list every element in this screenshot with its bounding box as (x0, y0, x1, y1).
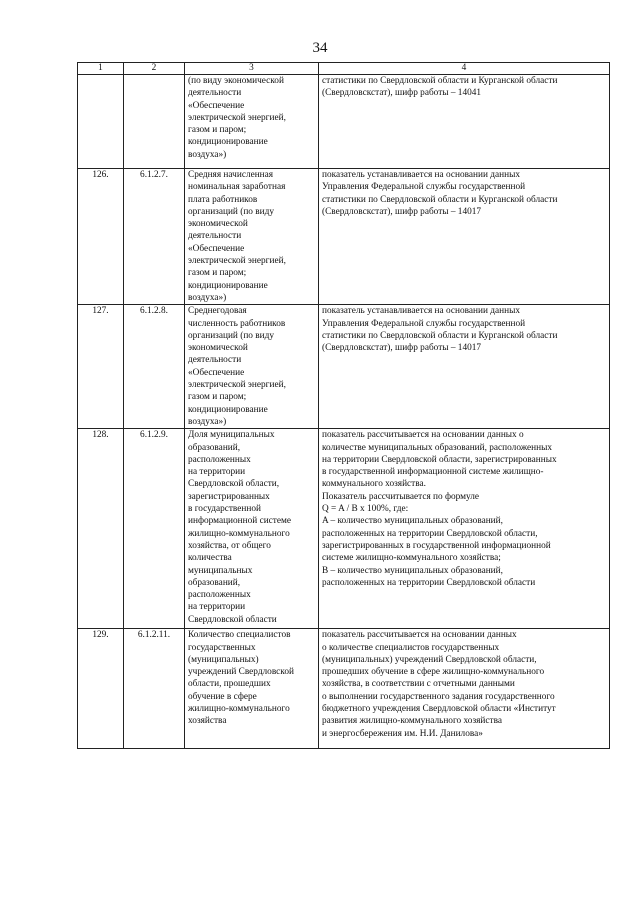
indicator-name-line: Доля муниципальных (188, 430, 275, 441)
indicator-method-line: расположенных на территории Свердловской области, (322, 528, 538, 539)
indicator-name-line: экономической (188, 343, 248, 354)
indicator-method-line: коммунального хозяйства. (322, 479, 426, 490)
row-number: 126. (78, 169, 124, 305)
indicator-name (185, 169, 319, 305)
indicator-method-line: количестве муниципальных образований, расположенных (322, 442, 553, 453)
indicator-name-line: газом и паром; (188, 268, 247, 279)
indicator-method-line: расположенных на территории Свердловской области (322, 577, 536, 588)
indicator-method-line: в государственной информационной системе жилищно- (322, 467, 544, 478)
indicator-method (319, 629, 610, 749)
indicator-name (185, 629, 319, 749)
indicator-name-line: на территории (188, 602, 246, 613)
indicator-method-line: (Свердловскстат), шифр работы – 14017 (322, 343, 482, 354)
header-col-4: 4 (319, 63, 610, 75)
indicator-name-line: «Обеспечение (188, 243, 245, 254)
table-row (78, 629, 610, 749)
indicator-name-line: расположенных (188, 590, 251, 601)
row-number (78, 75, 124, 169)
indicator-name-line: Свердловской области (188, 614, 277, 625)
indicator-name-line: муниципальных (188, 565, 253, 576)
indicator-name-line: в государственной (188, 504, 261, 515)
indicator-name-line: информационной системе (188, 516, 292, 527)
indicator-name-line: Среднегодовая (188, 306, 247, 317)
indicator-method (319, 169, 610, 305)
indicator-name-line: хозяйства (188, 716, 227, 727)
indicator-name-line: Средняя начисленная (188, 170, 274, 180)
indicator-name-line: деятельности (188, 355, 242, 366)
indicator-method-line: показатель устанавливается на основании данных (322, 170, 520, 180)
indicator-method-line: (Свердловскстат), шифр работы – 14041 (322, 88, 482, 99)
row-number: 129. (78, 629, 124, 749)
indicator-method-line: о выполнении государственного задания государственного (322, 691, 555, 702)
indicator-method-line: показатель устанавливается на основании данных (322, 306, 520, 317)
indicator-name-line: плата работников (188, 194, 258, 205)
indicator-name-line: «Обеспечение (188, 100, 245, 111)
indicator-name-line: деятельности (188, 88, 242, 99)
indicator-name-line: «Обеспечение (188, 367, 245, 378)
indicator-method-line: статистики по Свердловской области и Курганской области (322, 76, 558, 86)
indicator-name-line: газом и паром; (188, 392, 247, 403)
indicator-name-line: электрической энергией, (188, 380, 286, 391)
indicator-name-line: образований, (188, 442, 241, 453)
header-col-1: 1 (78, 63, 124, 75)
indicator-method-line: развития жилищно-коммунального хозяйства (322, 716, 502, 727)
indicator-name-line: экономической (188, 219, 248, 230)
header-row (78, 63, 610, 75)
table-body (78, 75, 610, 749)
indicator-method-line: показатель рассчитывается на основании данных (322, 630, 517, 641)
row-number: 127. (78, 305, 124, 429)
indicator-method-line: зарегистрированных в государственной информационной (322, 540, 551, 551)
indicator-name-line: электрической энергией, (188, 256, 286, 267)
indicator-method (319, 429, 610, 629)
indicator-name-line: численность работников (188, 318, 286, 329)
indicator-method-line: прошедших обучение в сфере жилищно-коммунального (322, 667, 545, 678)
indicator-name-line: на территории (188, 467, 246, 478)
table-row (78, 75, 610, 169)
indicator-name-line: газом и паром; (188, 125, 247, 136)
indicator-method-line: хозяйства, в соответствии с отчетными данными (322, 679, 515, 690)
indicator-method-line: о количестве специалистов государственных (322, 642, 500, 653)
indicator-name-line: учреждений Свердловской (188, 667, 294, 678)
indicator-name-line: государственных (188, 642, 256, 653)
table-row (78, 429, 610, 629)
indicator-name-line: области, прошедших (188, 679, 271, 690)
table-row (78, 169, 610, 305)
indicator-method-line: и энергосбережения им. Н.И. Данилова» (322, 728, 483, 739)
indicator-name-line: количества (188, 553, 232, 564)
indicator-name-line: воздуха») (188, 292, 227, 303)
indicator-method-line: Q = A / B x 100%, где: (322, 504, 409, 515)
row-number: 128. (78, 429, 124, 629)
indicator-name (185, 305, 319, 429)
page-number: 34 (312, 40, 328, 56)
indicator-name-line: воздуха») (188, 416, 227, 427)
indicator-name-line: организаций (по виду (188, 330, 275, 341)
indicator-method-line: A – количество муниципальных образований, (322, 516, 503, 527)
indicator-name-line: образований, (188, 577, 241, 588)
indicator-name-line: деятельности (188, 231, 242, 242)
row-code: 6.1.2.9. (124, 429, 185, 629)
indicator-method-line: на территории Свердловской области, зарегистрированных (322, 454, 557, 465)
indicator-method-line: бюджетного учреждения Свердловской области «Институт (322, 704, 556, 715)
header-col-3: 3 (185, 63, 319, 75)
indicator-name-line: электрической энергией, (188, 112, 286, 123)
indicator-method-line: Управления Федеральной службы государственной (322, 318, 526, 329)
indicator-method-line: Управления Федеральной службы государственной (322, 182, 526, 193)
indicator-name-line: воздуха») (188, 149, 227, 160)
indicator-name-line: кондиционирование (188, 280, 268, 291)
row-code: 6.1.2.8. (124, 305, 185, 429)
indicator-method-line: (Свердловскстат), шифр работы – 14017 (322, 206, 482, 217)
indicator-method-line: статистики по Свердловской области и Курганской области (322, 330, 558, 341)
indicator-name-line: обучение в сфере (188, 691, 257, 702)
indicator-method-line: системе жилищно-коммунального хозяйства; (322, 553, 501, 564)
indicator-method-line: статистики по Свердловской области и Курганской области (322, 194, 558, 205)
indicator-name-line: Свердловской области, (188, 479, 280, 490)
indicator-name-line: организаций (по виду (188, 206, 275, 217)
indicator-name-line: жилищно-коммунального (188, 704, 290, 715)
indicator-name-line: кондиционирование (188, 137, 268, 148)
indicator-name-line: расположенных (188, 454, 251, 465)
table-row (78, 305, 610, 429)
indicator-name-line: (по виду экономической (188, 76, 284, 86)
row-code (124, 75, 185, 169)
indicator-method-line: показатель рассчитывается на основании данных о (322, 430, 524, 441)
indicator-method-line: (муниципальных) учреждений Свердловской области, (322, 654, 537, 665)
indicator-name-line: хозяйства, от общего (188, 540, 271, 551)
indicator-name (185, 75, 319, 169)
indicator-method (319, 305, 610, 429)
indicators-table (77, 62, 610, 749)
indicator-name-line: (муниципальных) (188, 654, 259, 665)
indicator-name-line: номинальная заработная (188, 182, 286, 193)
indicator-method (319, 75, 610, 169)
indicator-method-line: Показатель рассчитывается по формуле (322, 491, 480, 502)
indicator-name-line: Количество специалистов (188, 630, 291, 641)
indicator-name-line: жилищно-коммунального (188, 528, 290, 539)
row-code: 6.1.2.11. (124, 629, 185, 749)
indicator-name-line: зарегистрированных (188, 491, 270, 502)
header-col-2: 2 (124, 63, 185, 75)
row-code: 6.1.2.7. (124, 169, 185, 305)
indicator-name (185, 429, 319, 629)
indicator-name-line: кондиционирование (188, 404, 268, 415)
indicator-method-line: B – количество муниципальных образований, (322, 565, 503, 576)
